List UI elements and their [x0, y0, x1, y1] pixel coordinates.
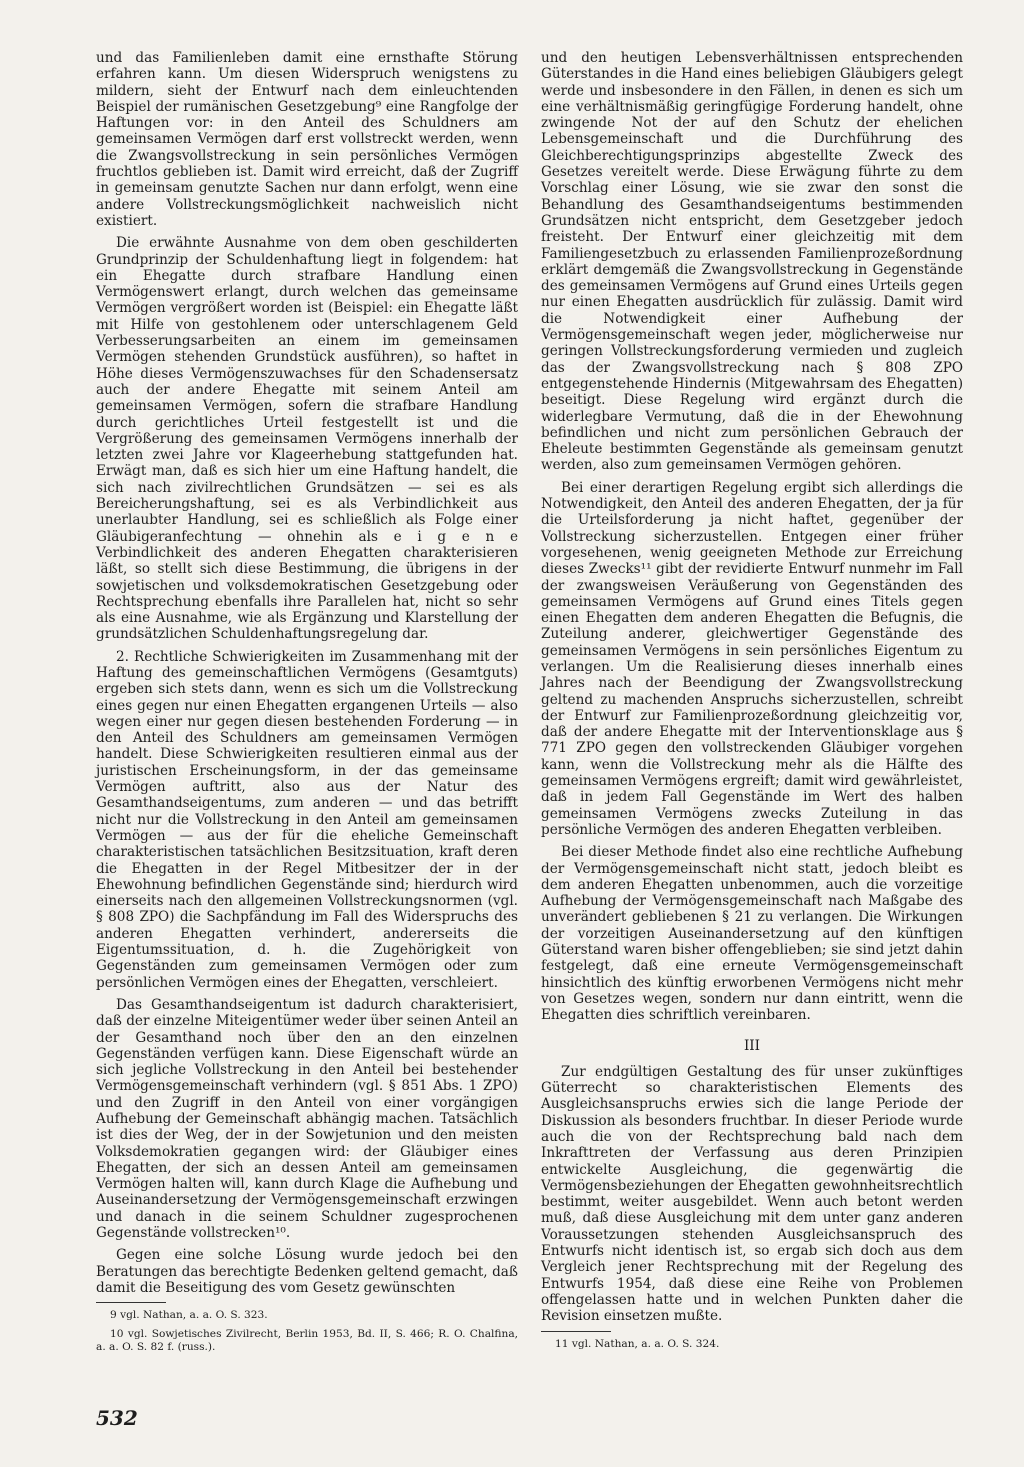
section-heading: III	[743, 1037, 761, 1054]
paragraph: Gegen eine solche Lösung wurde jedoch bei den Beratungen das berechtigte Bedenken geltend gemacht, daß damit die Beseitigung des vom Gesetz gewünschten	[96, 1247, 518, 1296]
left-column	[96, 50, 518, 1360]
right-column	[541, 50, 963, 1357]
footnote: 10 vgl. Sowjetisches Zivilrecht, Berlin 1953, Bd. II, S. 466; R. O. Chalfina, a. a. O. S. 82 f. (russ.).	[96, 1328, 518, 1354]
paragraph: Bei einer derartigen Regelung ergibt sich allerdings die Notwendigkeit, den Anteil des anderen Ehegatten, der ja für die Urteilsforderung ja nicht haftet, gegenüber der Vollstreckung sicherzustellen. Entgegen einer früher vorgesehenen, wenig geeigneten Methode zur Erreichung dieses Zwecks¹¹ gibt der revidierte Entwurf nunmehr im Fall der zwangsweisen Veräußerung von Gegenständen des gemeinsamen Vermögens auf Grund eines Titels gegen einen Ehegatten dem anderen Ehegatten die Befugnis, die Zuteilung anderer, gleichwertiger Gegenstände des gemeinsamen Vermögens in sein persönliches Eigentum zu verlangen. Um die Realisierung dieses innerhalb eines Jahres nach der Beendigung der Zwangsvollstreckung geltend zu machenden Anspruchs sicherzustellen, schreibt der Entwurf zur Familienprozeßordnung gleichzeitig vor, daß der andere Ehegatte mit der Interventionsklage aus § 771 ZPO gegen den vollstreckenden Gläubiger vorgehen kann, wenn die Vollstreckung mehr als die Hälfte des gemeinsamen Vermögens ergreift; damit wird gewährleistet, daß in jedem Fall Gegenstände im Wert des halben gemeinsamen Vermögens zwecks Zuteilung in das persönliche Vermögen des anderen Ehegatten verbleiben.	[541, 479, 963, 838]
footnote: 9 vgl. Nathan, a. a. O. S. 323.	[110, 1309, 268, 1322]
paragraph: Zur endgültigen Gestaltung des für unser zukünftiges Güterrecht so charakteristischen Elements des Ausgleichsanspruchs erwies sich die lange Periode der Diskussion als besonders fruchtbar. In dieser Periode wurde auch die von der Rechtsprechung bald nach dem Inkrafttreten der Verfassung aus deren Prinzipien entwickelte Ausgleichung, die gegenwärtig die Vermögensbeziehungen der Ehegatten gewohnheitsrechtlich bestimmt, weiter ausgebildet. Wenn auch betont werden muß, daß diese Ausgleichung mit dem unter ganz anderen Voraussetzungen stehenden Ausgleichsanspruch des Entwurfs nicht identisch ist, so ergab sich doch aus dem Vergleich jener Rechtsprechung mit der Regelung des Entwurfs 1954, daß diese eine Reihe von Problemen offengelassen hatte und in welchen Punkten daher die Revision einsetzen mußte.	[541, 1063, 963, 1325]
footnote-divider	[541, 1331, 611, 1332]
footnote-divider	[96, 1302, 166, 1303]
paragraph: Die erwähnte Ausnahme von dem oben geschilderten Grundprinzip der Schuldenhaftung liegt in folgendem: hat ein Ehegatte durch strafbare Handlung einen Vermögenswert erlangt, durch welchen das gemeinsame Vermögen vergrößert worden ist (Beispiel: ein Ehegatte läßt mit Hilfe von gestohlenem oder unterschlagenem Geld Verbesserungsarbeiten an einem im gemeinsamen Vermögen stehenden Grundstück ausführen), so haftet in Höhe dieses Vermögenszuwachses für den Schadensersatz auch der andere Ehegatte mit seinem Anteil am gemeinsamen Vermögen, sofern die strafbare Handlung durch gerichtliches Urteil festgestellt ist und die Vergrößerung des gemeinsamen Vermögens innerhalb der letzten zwei Jahre vor Klageerhebung stattgefunden hat. Erwägt man, daß es sich hier um eine Haftung handelt, die sich nach zivilrechtlichen Grundsätzen — sei es als Bereicherungshaftung, sei es als Verbindlichkeit aus unerlaubter Handlung, sei es schließlich als Folge einer Gläubigeranfechtung — ohnehin als e i g e n e Verbindlichkeit des anderen Ehegatten charakterisieren läßt, so stellt sich diese Bestimmung, die übrigens in der sowjetischen und volksdemokratischen Gesetzgebung oder Rechtsprechung ebenfalls ihre Parallelen hat, nicht so sehr als eine Ausnahme, wie als Ergänzung und Klarstellung der grundsätzlichen Schuldenhaftungsregelung dar.	[96, 235, 518, 643]
page-number: 532	[96, 1406, 138, 1430]
paragraph: 2. Rechtliche Schwierigkeiten im Zusammenhang mit der Haftung des gemeinschaftlichen Vermögens (Gesamtguts) ergeben sich stets dann, wenn es sich um die Vollstreckung eines gegen nur einen Ehegatten ergangenen Urteils — also wegen einer nur gegen diesen bestehenden Forderung — in den Anteil des Schuldners am gemeinsamen Vermögen handelt. Diese Schwierigkeiten resultieren einmal aus der juristischen Erscheinungsform, in der das gemeinsame Vermögen auftritt, also aus der Natur des Gesamthandseigentums, zum anderen — und das betrifft nicht nur die Vollstreckung in den Anteil am gemeinsamen Vermögen — aus der für die eheliche Gemeinschaft charakteristischen tatsächlichen Besitzsituation, kraft deren die Ehegatten in der Regel Mitbesitzer der in der Ehewohnung befindlichen Gegenstände sind; hierdurch wird einerseits nach den allgemeinen Vollstreckungsnormen (vgl. § 808 ZPO) die Sachpfändung im Fall des Widerspruchs des anderen Ehegatten verhindert, andererseits die Eigentumssituation, d. h. die Zugehörigkeit von Gegenständen zum gemeinsamen Vermögen oder zum persönlichen Vermögen eines der Ehegatten, verschleiert.	[96, 648, 518, 991]
paragraph: Bei dieser Methode findet also eine rechtliche Aufhebung der Vermögensgemeinschaft nicht statt, jedoch bleibt es dem anderen Ehegatten unbenommen, auch die vorzeitige Aufhebung der Vermögensgemeinschaft nach Maßgabe des unverändert gebliebenen § 21 zu verlangen. Die Wirkungen der vorzeitigen Auseinandersetzung auf den künftigen Güterstand waren bisher offengeblieben; sie sind jetzt dahin festgelegt, daß eine erneute Vermögensgemeinschaft hinsichtlich des künftig erworbenen Vermögens nicht mehr von Gesetzes wegen, sondern nur dann eintritt, wenn die Ehegatten dies schriftlich vereinbaren.	[541, 844, 963, 1024]
paragraph: und das Familienleben damit eine ernsthafte Störung erfahren kann. Um diesen Widerspruch wenigstens zu mildern, sieht der Entwurf nach dem einleuchtenden Beispiel der rumänischen Gesetzgebung⁹ eine Rangfolge der Haftungen vor: in den Anteil des Schuldners am gemeinsamen Vermögen darf erst vollstreckt werden, wenn die Zwangsvollstreckung in sein persönliches Vermögen fruchtlos geblieben ist. Damit wird erreicht, daß der Zugriff in gemeinsam genutzte Sachen nur dann erfolgt, wenn eine andere Vollstreckungsmöglichkeit nachweislich nicht existiert.	[96, 50, 518, 229]
paragraph: und den heutigen Lebensverhältnissen entsprechenden Güterstandes in die Hand eines beliebigen Gläubigers gelegt werde und insbesondere in den Fällen, in denen es sich um eine verhältnismäßig geringfügige Forderung handelt, ohne zwingende Not der auf den Schutz der ehelichen Lebensgemeinschaft und die Durchführung des Gleichberechtigungsprinzips abgestellte Zweck des Gesetzes vereitelt werde. Diese Erwägung führte zu dem Vorschlag einer Lösung, wie sie zwar den sonst die Behandlung des Gesamthandseigentums bestimmenden Grundsätzen nicht entspricht, dem Gesetzgeber jedoch freisteht. Der Entwurf einer gleichzeitig mit dem Familiengesetzbuch zu erlassenden Familienprozeßordnung erklärt demgemäß die Zwangsvollstreckung in Gegenstände des gemeinsamen Vermögens auf Grund eines Urteils gegen nur einen Ehegatten ausdrücklich für zulässig. Damit wird die Notwendigkeit einer Aufhebung der Vermögensgemeinschaft wegen jeder, möglicherweise nur geringen Vollstreckungsforderung vermieden und zugleich das der Zwangsvollstreckung nach § 808 ZPO entgegenstehende Hindernis (Mitgewahrsam des Ehegatten) beseitigt. Diese Regelung wird ergänzt durch die widerlegbare Vermutung, daß die in der Ehewohnung befindlichen und nicht zum persönlichen Gebrauch der Eheleute bestimmten Gegenstände als gemeinsam genutzt werden, also zum gemeinsamen Vermögen gehören.	[541, 50, 963, 474]
paragraph: Das Gesamthandseigentum ist dadurch charakterisiert, daß der einzelne Miteigentümer weder über seinen Anteil an der Gesamthand noch über den an den einzelnen Gegenständen verfügen kann. Diese Eigenschaft würde an sich jegliche Vollstreckung in den Anteil bei bestehender Vermögensgemeinschaft verhindern (vgl. § 851 Abs. 1 ZPO) und den Zugriff in den Anteil von einer vorgängigen Aufhebung der Gemeinschaft abhängig machen. Tatsächlich ist dies der Weg, der in der Sowjetunion und den meisten Volksdemokratien gegangen wird: der Gläubiger eines Ehegatten, der sich an dessen Anteil am gemeinsamen Vermögen halten will, kann durch Klage die Aufhebung und Auseinandersetzung der Vermögensgemeinschaft erzwingen und danach in die seinem Schuldner zugesprochenen Gegenstände vollstrecken¹⁰.	[96, 996, 518, 1242]
footnote: 11 vgl. Nathan, a. a. O. S. 324.	[555, 1337, 720, 1350]
